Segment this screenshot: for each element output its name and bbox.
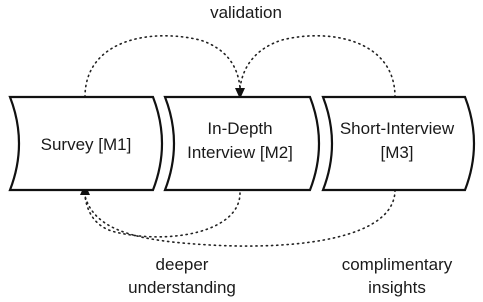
short-interview-label-line-1: Short-Interview: [339, 119, 455, 138]
survey-label: Survey [M1]: [40, 135, 132, 154]
in-depth-label-line-1: In-Depth: [207, 119, 273, 138]
validation-arc-left: [85, 36, 240, 97]
validation-label: validation: [210, 3, 282, 22]
complimentary-insights-label-line-2: insights: [368, 278, 426, 297]
in-depth-label-line-2: Interview [M2]: [187, 143, 293, 162]
deeper-understanding-arc: [85, 193, 240, 237]
deeper-understanding-label-line-2: understanding: [128, 278, 236, 297]
validation-arc-right: [240, 36, 395, 97]
deeper-understanding-label-line-1: deeper: [155, 255, 209, 274]
short-interview-label-line-2: [M3]: [380, 143, 414, 162]
complimentary-insights-label-line-1: complimentary: [341, 255, 453, 274]
